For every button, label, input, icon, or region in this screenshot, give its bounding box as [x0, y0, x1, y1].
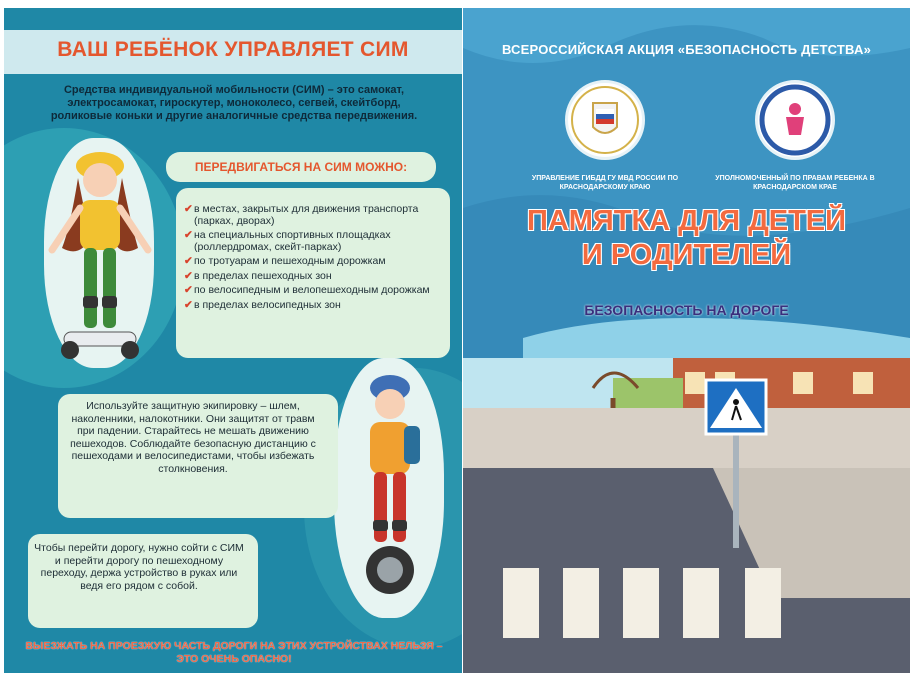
building-window — [853, 372, 873, 394]
list-item: ✔ по тротуарам и пешеходным дорожкам — [184, 255, 386, 267]
crosswalk-stripe — [745, 568, 781, 638]
list-item: ✔ на специальных спортивных площадках (роллердромах, скейт-парках) — [184, 229, 391, 253]
girl-leg — [103, 248, 116, 328]
sidewalk-far — [463, 408, 910, 468]
boy-monowheel-illustration — [346, 370, 436, 600]
checkmark-icon: ✔ — [184, 269, 193, 282]
gibdd-emblem-graphic — [568, 83, 642, 157]
boy-leg — [393, 472, 406, 542]
girl-shirt — [80, 200, 120, 250]
list-item: ✔ по велосипедным и велопешеходным дорожкам — [184, 284, 430, 296]
checkmark-icon: ✔ — [184, 229, 193, 241]
crosswalk-stripe — [623, 568, 659, 638]
boy-backpack — [404, 426, 420, 464]
right-page — [463, 8, 910, 673]
pedestrian-crossing-sign-icon — [706, 380, 766, 434]
left-page — [4, 8, 462, 673]
page-title: ВАШ РЕБЁНОК УПРАВЛЯЕТ СИМ — [57, 38, 409, 61]
boy-face — [375, 389, 405, 419]
boy-kneepad — [373, 520, 388, 531]
child-rights-emblem-icon — [755, 80, 835, 160]
memo-title-line: ПАМЯТКА ДЛЯ ДЕТЕЙ — [526, 205, 846, 237]
child-rights-emblem-graphic — [758, 83, 832, 157]
ombudsman-caption: УПОЛНОМОЧЕННЫЙ ПО ПРАВАМ РЕБЕНКА В КРАСНОДАРСКОМ КРАЕ — [715, 175, 875, 191]
campaign-title: ВСЕРОССИЙСКАЯ АКЦИЯ «БЕЗОПАСНОСТЬ ДЕТСТВА» — [501, 42, 872, 57]
child-body — [786, 117, 804, 135]
boy-leg — [374, 472, 387, 542]
flag-stripe-white — [596, 109, 614, 114]
sign-pole — [733, 428, 739, 548]
list-item: ✔ в местах, закрытых для движения транспорта (парках, дворах) — [184, 203, 419, 227]
gear-advice: Используйте защитную экипировку – шлем, наколенники, налокотники. Они защитят от травм при падении. Старайтесь не мешать движению пешеходов. Соблюдайте безопасную дистанцию с пешеходами и велосипедистами, чтобы избежать столкновения. — [70, 400, 316, 475]
street-scene-illustration — [463, 358, 910, 673]
girl-face — [83, 163, 117, 197]
flag-stripe-blue — [596, 114, 614, 119]
list-item: ✔ в пределах пешеходных зон — [184, 269, 332, 282]
sign-pedestrian-head — [733, 399, 739, 405]
warning-text: ВЫЕЗЖАТЬ НА ПРОЕЗЖУЮ ЧАСТЬ ДОРОГИ НА ЭТИХ УСТРОЙСТВАХ НЕЛЬЗЯ – ЭТО ОЧЕНЬ ОПАСНО! — [25, 640, 443, 665]
flag-stripe-red — [596, 119, 614, 124]
monowheel-hub — [377, 557, 403, 583]
girl-hoverboard-illustration — [40, 138, 160, 368]
checkmark-icon: ✔ — [184, 284, 193, 296]
girl-leg — [84, 248, 97, 328]
memo-title-line: И РОДИТЕЛЕЙ — [581, 239, 792, 271]
boy-kneepad — [392, 520, 407, 531]
list-item: ✔ в пределах велосипедных зон — [184, 298, 341, 311]
checkmark-icon: ✔ — [184, 298, 193, 311]
permitted-heading: ПЕРЕДВИГАТЬСЯ НА СИМ МОЖНО: — [194, 160, 408, 174]
checkmark-icon: ✔ — [184, 203, 193, 215]
gibdd-emblem-icon — [565, 80, 645, 160]
building-window — [793, 372, 813, 394]
crossing-advice: Чтобы перейти дорогу, нужно сойти с СИМ и перейти дорогу по пешеходному переходу, держа устройство в руках или ведя его рядом с собой. — [34, 542, 244, 592]
hoverboard-wheel — [61, 341, 79, 359]
crosswalk-stripe — [563, 568, 599, 638]
hoverboard-wheel — [121, 341, 139, 359]
checkmark-icon: ✔ — [184, 255, 193, 267]
child-head — [789, 103, 801, 115]
girl-kneepad — [102, 296, 117, 308]
permitted-list — [184, 204, 446, 314]
intro-text: Средства индивидуальной мобильности (СИМ) – это самокат, электросамокат, гироскутер, моноколесо, сегвей, скейтборд, роликовые коньки и другие аналогичные средства передвижения. — [50, 84, 418, 122]
subtitle: БЕЗОПАСНОСТЬ НА ДОРОГЕ — [584, 302, 789, 318]
gibdd-caption: УПРАВЛЕНИЕ ГИБДД ГУ МВД РОССИИ ПО КРАСНОДАРСКОМУ КРАЮ — [531, 175, 679, 191]
crosswalk-stripe — [503, 568, 539, 638]
building-window — [685, 372, 705, 394]
memo-title — [463, 204, 910, 272]
crosswalk-stripe — [683, 568, 719, 638]
girl-kneepad — [83, 296, 98, 308]
